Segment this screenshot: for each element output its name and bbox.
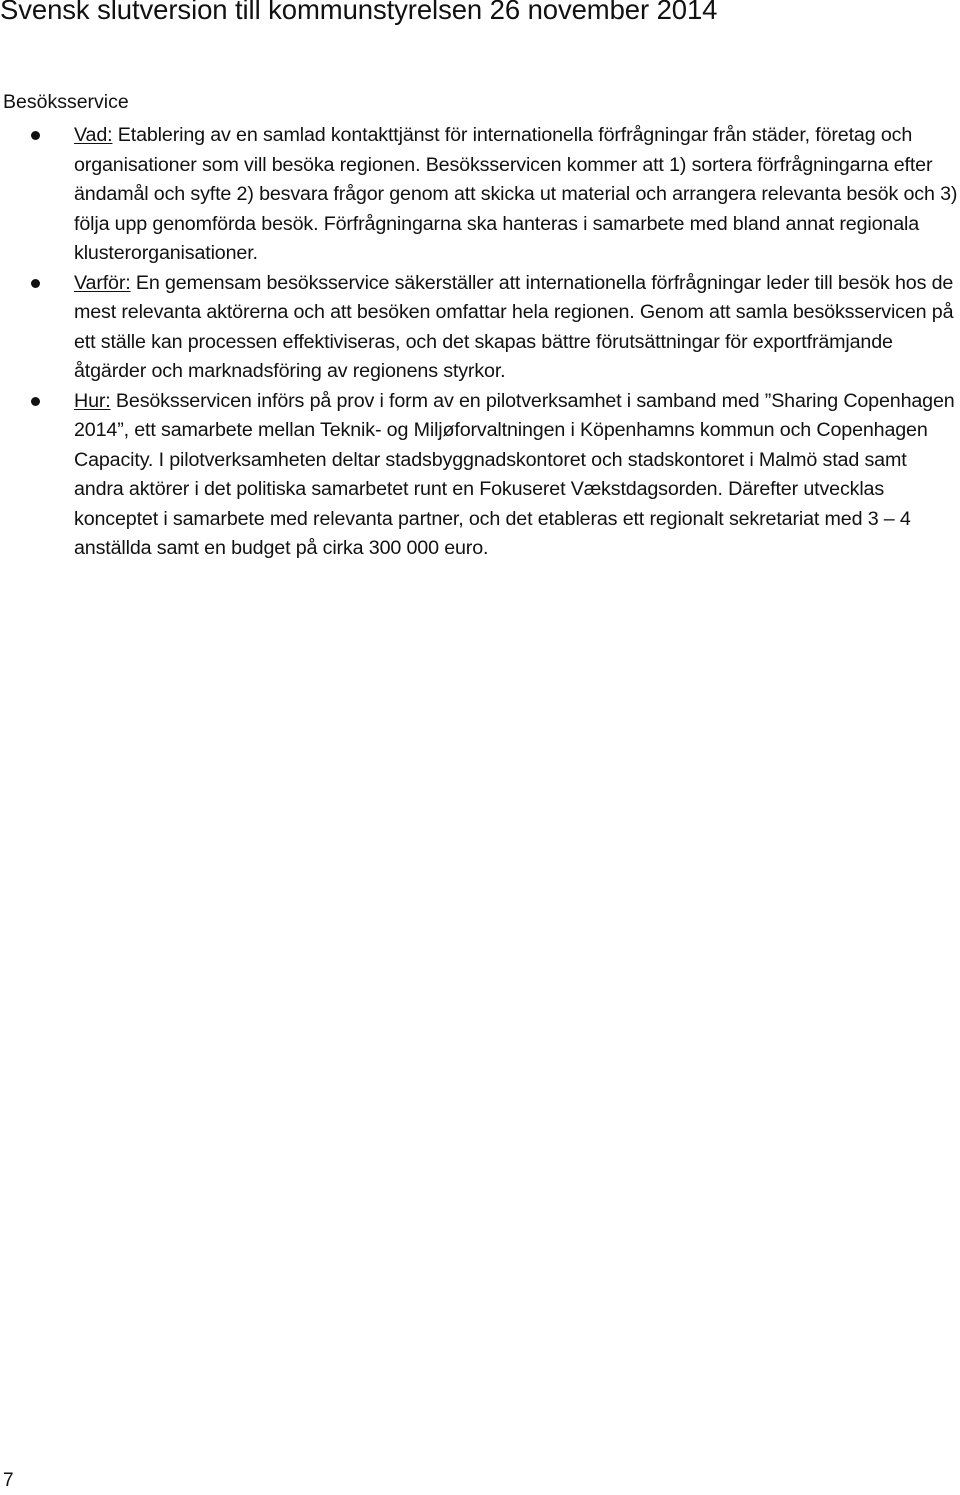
section-heading: Besöksservice [3, 91, 129, 113]
item-label: Varför: [74, 271, 131, 294]
item-label: Vad: [74, 124, 113, 146]
bullet-icon [31, 131, 40, 140]
list-item-varfor [0, 269, 960, 387]
item-label: Hur: [74, 389, 111, 412]
bullet-icon [31, 397, 40, 406]
item-text: Besöksservicen införs på prov i form av en pilotverksamhet i samband med ”Sharing Copenhagen 2014”, ett samarbete mellan Teknik- og Miljøforvaltningen i Köpenhamns kommun och Copenhagen Capacity. I pilotverksamheten deltar stadsbyggnadskontoret och stadskontoret i Malmö stad samt andra aktörer i det politiska samarbetet runt en Fokuseret Vækstdagsorden. Därefter utvecklas konceptet i samarbete med relevanta partner, och det etableras ett regionalt sekretariat med 3 – 4 anställda samt en budget på cirka 300 000 euro. [74, 389, 955, 559]
item-text: Etablering av en samlad kontakttjänst för internationella förfrågningar från städer, företag och organisationer som vill besöka regionen. Besöksservicen kommer att 1) sortera förfrågningarna efter ändamål och syfte 2) besvara frågor genom att skicka ut material och arrangera relevanta besök och 3) följa upp genomförda besök. Förfrågningarna ska hanteras i samarbete med bland annat regionala klusterorganisationer. [74, 124, 958, 264]
page-title: Svensk slutversion till kommunstyrelsen 26 november 2014 [0, 0, 718, 25]
item-text: En gemensam besöksservice säkerställer att internationella förfrågningar leder till besök hos de mest relevanta aktörerna och att besöken omfattar hela regionen. Genom att samla besöksservicen på ett ställe kan processen effektiviseras, och det skapas bättre förutsättningar för exportfrämjande åtgärder och marknadsföring av regionens styrkor. [74, 271, 954, 382]
bullet-icon [31, 279, 40, 288]
bullet-list [0, 121, 960, 564]
list-item-vad [0, 121, 960, 269]
list-item-hur [0, 387, 960, 564]
page-number: 7 [3, 1470, 14, 1491]
